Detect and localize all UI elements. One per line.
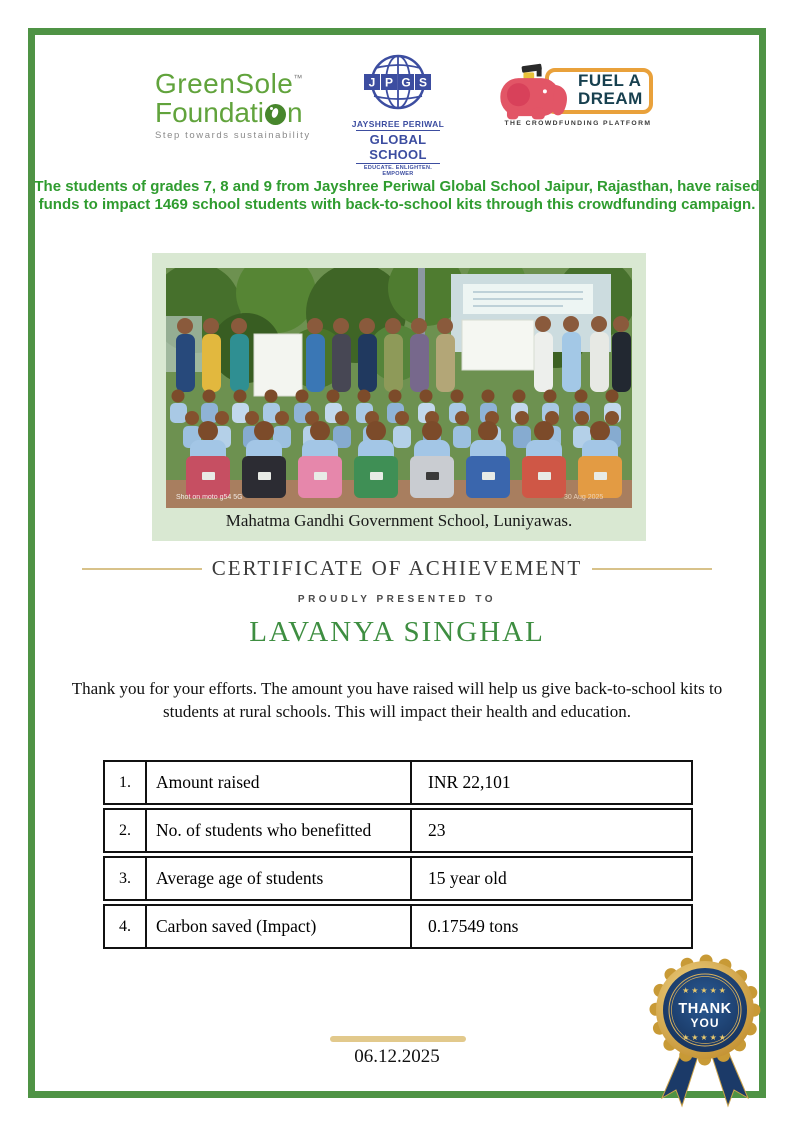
row-value: 23 xyxy=(428,820,446,840)
table-row xyxy=(103,856,693,901)
impact-table xyxy=(103,760,693,952)
certificate-title: CERTIFICATE OF ACHIEVEMENT xyxy=(211,556,583,580)
photo-watermark-right: 30 Aug 2025 xyxy=(564,494,604,501)
row-number: 2. xyxy=(105,810,147,851)
foundation-text-post: n xyxy=(286,97,303,128)
row-value: 0.17549 tons xyxy=(428,916,519,936)
recipient-name: LAVANYA SINGHAL xyxy=(249,616,545,648)
trademark-symbol: ™ xyxy=(293,73,303,83)
table-row xyxy=(103,904,693,949)
footprint-toe xyxy=(270,107,273,110)
presented-line: PROUDLY PRESENTED TO xyxy=(297,594,497,605)
campaign-notice-line2: funds to impact 1469 school students with back-to-school kits through this crowdfunding campaign. xyxy=(38,195,756,213)
jpgs-school-logo xyxy=(350,54,446,177)
certificate-date: 06.12.2025 xyxy=(354,1046,440,1067)
jpgs-motto: EDUCATE. ENLIGHTEN. EMPOWER xyxy=(363,165,433,177)
date-rule xyxy=(330,1036,466,1042)
fueladream-elephant-icon xyxy=(492,60,578,126)
photo-caption: Mahatma Gandhi Government School, Luniyawas. xyxy=(225,511,573,530)
logo-row xyxy=(0,54,794,177)
row-number: 1. xyxy=(105,762,147,803)
campaign-notice xyxy=(0,178,794,213)
greensole-tagline: Step towards sustainability xyxy=(155,130,311,141)
greensole-name-text: GreenSole xyxy=(155,68,294,99)
school-photo xyxy=(166,268,632,508)
thank-you-line1: Thank you for your efforts. The amount you have raised will help us give back-to-school kits to xyxy=(71,679,723,698)
fueladream-tagline: THE CROWDFUNDING PLATFORM xyxy=(504,120,652,127)
jpgs-globe-icon xyxy=(350,54,446,112)
foundation-text-pre: Foundati xyxy=(155,97,264,128)
jpgs-school-name: JAYSHREE PERIWAL xyxy=(351,119,445,129)
table-row xyxy=(103,760,693,805)
fueladream-logo xyxy=(492,60,664,140)
row-label: No. of students who benefitted xyxy=(147,810,412,851)
thank-you-paragraph xyxy=(0,677,794,723)
thank-you-badge xyxy=(638,950,778,1110)
jpgs-letter-j: J xyxy=(368,75,376,90)
row-number: 3. xyxy=(105,858,147,899)
greensole-foundation-logo xyxy=(155,64,325,141)
fueladream-line1: FUEL A xyxy=(578,71,642,90)
footprint-o-icon xyxy=(265,104,286,125)
jpgs-letter-g: G xyxy=(401,75,411,90)
row-value: 15 year old xyxy=(428,868,507,888)
title-rule-left xyxy=(82,568,202,570)
jpgs-school-type: GLOBAL SCHOOL xyxy=(356,130,440,164)
badge-stars-bottom: ★★★★★ xyxy=(682,1033,728,1042)
badge-stars-top: ★★★★★ xyxy=(682,986,728,995)
certificate-title-row xyxy=(0,556,794,581)
row-value: INR 22,101 xyxy=(428,772,511,792)
photo-watermark-left: Shot on moto g54 5G xyxy=(176,494,243,501)
row-number: 4. xyxy=(105,906,147,947)
badge-thank-text: THANK xyxy=(678,1001,732,1017)
school-photo-illustration xyxy=(166,268,632,508)
row-label: Average age of students xyxy=(147,858,412,899)
row-label: Amount raised xyxy=(147,762,412,803)
row-label: Carbon saved (Impact) xyxy=(147,906,412,947)
thank-you-line2: students at rural schools. This will impact their health and education. xyxy=(162,702,632,721)
campaign-notice-line1: The students of grades 7, 8 and 9 from Jayshree Periwal Global School Jaipur, Rajasthan, have raised xyxy=(34,178,760,195)
school-photo-card xyxy=(152,253,646,541)
badge-rosette xyxy=(656,961,754,1059)
greensole-name xyxy=(155,64,325,98)
jpgs-letter-p: P xyxy=(384,75,394,90)
jpgs-letter-s: S xyxy=(418,75,428,90)
greensole-foundation-word xyxy=(155,98,325,127)
title-rule-right xyxy=(592,568,712,570)
fueladream-wordmark xyxy=(578,72,643,108)
fueladream-line2: DREAM xyxy=(578,89,643,108)
badge-you-text: YOU xyxy=(690,1016,720,1030)
table-row xyxy=(103,808,693,853)
